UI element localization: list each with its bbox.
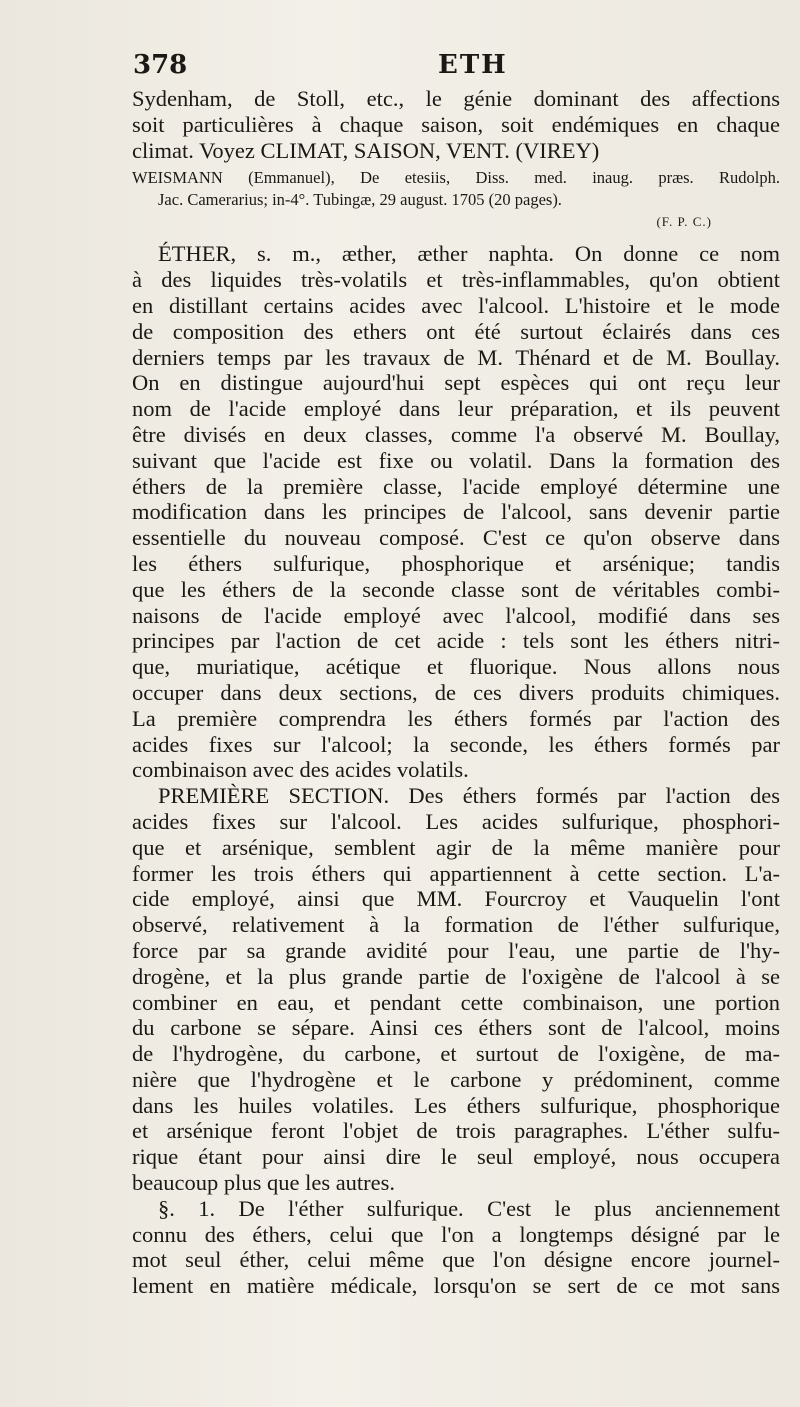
text-line: les éthers sulfurique, phosphorique et arsénique; tandis bbox=[132, 550, 780, 576]
text-line: modification dans les principes de l'alcool, sans devenir partie bbox=[132, 499, 780, 525]
text-line: connu des éthers, celui que l'on a longtemps désigné par le bbox=[132, 1221, 780, 1247]
body-text bbox=[132, 86, 780, 1299]
text-line: La première comprendra les éthers formés par l'action des bbox=[132, 705, 780, 731]
text-line: occuper dans deux sections, de ces divers produits chimiques. bbox=[132, 679, 780, 705]
text-line: éthers de la première classe, l'acide employé détermine une bbox=[132, 473, 780, 499]
text-line: acides fixes sur l'alcool. Les acides sulfurique, phosphori- bbox=[132, 808, 780, 834]
text-line: cide employé, ainsi que MM. Fourcroy et Vauquelin l'ont bbox=[132, 886, 780, 912]
text-line: dans les huiles volatiles. Les éthers sulfurique, phosphorique bbox=[132, 1092, 780, 1118]
text-line: force par sa grande avidité pour l'eau, une partie de l'hy- bbox=[132, 937, 780, 963]
text-line: mot seul éther, celui même que l'on désigne encore journel- bbox=[132, 1247, 780, 1273]
text-line: que et arsénique, semblent agir de la même manière pour bbox=[132, 834, 780, 860]
page-number: 378 bbox=[133, 50, 188, 80]
text-line: Sydenham, de Stoll, etc., le génie dominant des affections bbox=[132, 86, 780, 111]
running-title: ETH bbox=[438, 50, 508, 80]
text-line: §. 1. De l'éther sulfurique. C'est le plus anciennement bbox=[158, 1195, 780, 1221]
text-line: former les trois éthers qui appartiennent à cette section. L'a- bbox=[132, 860, 780, 886]
text-line: observé, relativement à la formation de l'éther sulfurique, bbox=[132, 912, 780, 938]
text-line: de l'hydrogène, du carbone, et surtout de l'oxigène, de ma- bbox=[132, 1041, 780, 1067]
text-line: drogène, et la plus grande partie de l'oxigène de l'alcool à se bbox=[132, 963, 780, 989]
text-line: que les éthers de la seconde classe sont de véritables combi- bbox=[132, 576, 780, 602]
text-line: WEISMANN (Emmanuel), De etesiis, Diss. med. inaug. præs. Rudolph. bbox=[132, 168, 780, 188]
text-line: essentielle du nouveau composé. C'est ce qu'on observe dans bbox=[132, 525, 780, 551]
text-line: principes par l'action de cet acide : tels sont les éthers nitri- bbox=[132, 628, 780, 654]
text-line: acides fixes sur l'alcool; la seconde, les éthers formés par bbox=[132, 731, 780, 757]
text-line: PREMIÈRE SECTION. Des éthers formés par l'action des bbox=[158, 783, 780, 809]
text-line: suivant que l'acide est fixe ou volatil. Dans la formation des bbox=[132, 447, 780, 473]
text-line: de composition des ethers ont été surtout éclairés dans ces bbox=[132, 318, 780, 344]
text-line: naisons de l'acide employé avec l'alcool, modifié dans ses bbox=[132, 602, 780, 628]
text-line: et arsénique feront l'objet de trois paragraphes. L'éther sulfu- bbox=[132, 1118, 780, 1144]
text-line: rique étant pour ainsi dire le seul employé, nous occupera bbox=[132, 1144, 780, 1170]
running-head bbox=[133, 48, 770, 82]
text-line: derniers temps par les travaux de M. Thénard et de M. Boullay. bbox=[132, 344, 780, 370]
text-line: du carbone se sépare. Ainsi ces éthers sont de l'alcool, moins bbox=[132, 1015, 780, 1041]
text-line: soit particulières à chaque saison, soit endémiques en chaque bbox=[132, 111, 780, 137]
text-line: nom de l'acide employé dans leur préparation, et ils peuvent bbox=[132, 396, 780, 422]
text-line: Jac. Camerarius; in-4°. Tubingæ, 29 august. 1705 (20 pages). bbox=[158, 190, 562, 210]
text-line: être divisés en deux classes, comme l'a observé M. Boullay, bbox=[132, 421, 780, 447]
text-line: en distillant certains acides avec l'alcool. L'histoire et le mode bbox=[132, 292, 780, 318]
text-line: (F. P. C.) bbox=[656, 214, 712, 230]
text-line: lement en matière médicale, lorsqu'on se sert de ce mot sans bbox=[132, 1273, 780, 1299]
text-line: combiner en eau, et pendant cette combinaison, une portion bbox=[132, 989, 780, 1015]
text-line: nière que l'hydrogène et le carbone y prédominent, comme bbox=[132, 1066, 780, 1092]
text-line: à des liquides très-volatils et très-inflammables, qu'on obtient bbox=[132, 267, 780, 293]
text-line: que, muriatique, acétique et fluorique. Nous allons nous bbox=[132, 654, 780, 680]
text-line: On en distingue aujourd'hui sept espèces qui ont reçu leur bbox=[132, 370, 780, 396]
text-line: ÉTHER, s. m., æther, æther naphta. On donne ce nom bbox=[158, 241, 780, 267]
text-line: climat. Voyez CLIMAT, SAISON, VENT. (VIREY) bbox=[132, 137, 600, 163]
text-line: combinaison avec des acides volatils. bbox=[132, 757, 469, 783]
text-line: beaucoup plus que les autres. bbox=[132, 1170, 396, 1196]
